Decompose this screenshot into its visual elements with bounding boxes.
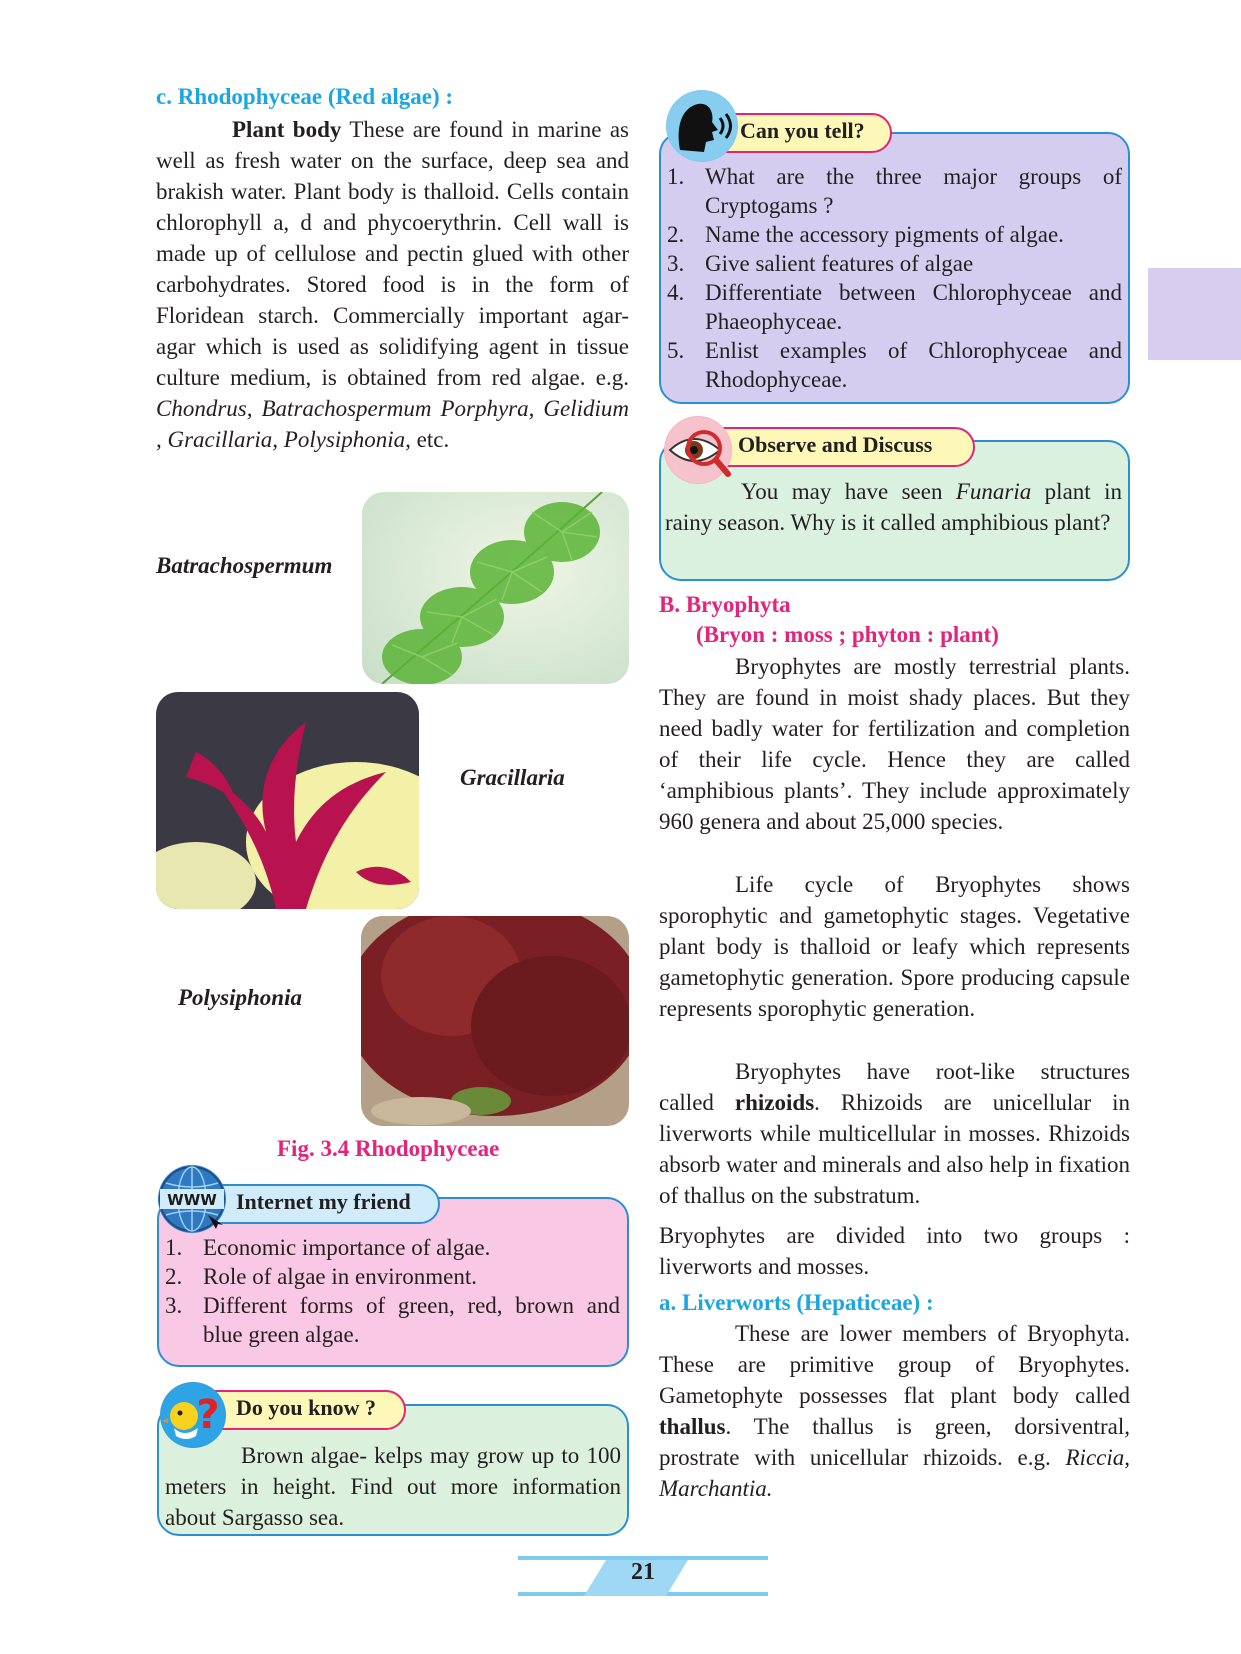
list-item: 5. Enlist examples of Chlorophyceae and Rhodophyceae. (667, 338, 1122, 392)
do-you-know-title-tag: Do you know ? (196, 1390, 406, 1430)
bryophyta-paragraph-2: Life cycle of Bryophytes shows sporophytic and gametophytic stages. Vegetative plant body is thalloid or leafy which represents gametophytic generation. Spore producing capsule represents sporophytic generation. (659, 872, 1130, 1021)
bryophyta-paragraph-4: Bryophytes are divided into two groups : liverworts and mosses. (659, 1223, 1130, 1279)
observe-discuss-text: You may have seen Funaria plant in rainy season. Why is it called amphibious plant? (665, 479, 1122, 535)
list-item: 3. Give salient features of algae (667, 251, 974, 276)
globe-icon (158, 1165, 226, 1233)
bryophyta-paragraph-3: Bryophytes have root-like structures called rhizoids. Rhizoids are unicellular in liverworts while multicellular in mosses. Rhizoids absorb water and minerals and also help in fixation of thallus on the substratum. (659, 1059, 1131, 1208)
polysiphonia-label: Polysiphonia (178, 985, 302, 1010)
plant-body-term: Plant body (232, 117, 342, 142)
list-item: 4. Differentiate between Chlorophyceae and Phaeophyceae. (667, 280, 1122, 334)
rhodophyceae-paragraph (156, 114, 629, 455)
can-you-tell-title-tag: Can you tell? (700, 113, 892, 153)
liverworts-paragraph: These are lower members of Bryophyta. These are primitive group of Bryophytes. Gametophyte possesses flat plant body called thallus. The thallus is green, dorsiventral, prostrate with unicellular rhizoids. e.g. Riccia, Marchantia. (659, 1321, 1130, 1501)
can-you-tell-box (659, 132, 1130, 404)
bryophyta-heading: B. Bryophyta (659, 592, 791, 617)
list-item: 1. What are the three major groups of Cryptogams ? (667, 164, 1122, 218)
rhodophyceae-text: These are found in marine as well as fresh water on the surface, deep sea and brakish water. Plant body is thalloid. Cells contain chlorophyll a, d and phycoerythrin. Cell wall is made up of cellulose and pectin glued with other carbohydrates. Stored food is in the form of Floridean starch. Commercially important agar-agar which is used as solidifying agent in tissue culture medium, is obtained from red algae. e.g. (156, 117, 629, 390)
svg-text:WWW: WWW (167, 1191, 217, 1209)
do-you-know-text: Brown algae- kelps may grow up to 100 meters in height. Find out more information about Sargasso sea. (165, 1443, 621, 1530)
page-number-badge (518, 1555, 768, 1600)
gracillaria-photo (156, 692, 419, 909)
question-chick-icon (160, 1382, 226, 1448)
liverworts-heading: a. Liverworts (Hepaticeae) : (659, 1290, 934, 1315)
observe-discuss-title-tag: Observe and Discuss (700, 427, 975, 467)
internet-title-tag: Internet my friend (190, 1184, 440, 1224)
can-you-tell-list (667, 162, 1122, 394)
list-item: 1. Economic importance of algae. (165, 1235, 491, 1260)
rhodophyceae-heading: c. Rhodophyceae (Red algae) : (156, 84, 454, 109)
eye-magnifier-icon (664, 416, 732, 484)
list-item: 2. Name the accessory pigments of algae. (667, 222, 1064, 247)
gracillaria-label: Gracillaria (460, 765, 565, 790)
rhodophyceae-etc: etc. (410, 427, 450, 452)
bryophyta-subheading: (Bryon : moss ; phyton : plant) (696, 622, 999, 647)
side-tab (1148, 268, 1241, 360)
batrachospermum-photo (362, 492, 629, 684)
internet-list (165, 1233, 620, 1349)
bryophyta-paragraph-1: Bryophytes are mostly terrestrial plants. They are found in moist shady places. But they need badly water for fertilization and completion of their life cycle. Hence they are called ‘amphibious plants’. They include approximately 960 genera and about 25,000 species. (659, 654, 1130, 834)
polysiphonia-photo (361, 916, 629, 1126)
list-item: 3. Different forms of green, red, brown and blue green algae. (165, 1293, 620, 1347)
rhodophyceae-examples: Chondrus, Batrachospermum Porphyra, Gelidium , Gracillaria, Polysiphonia, (156, 396, 629, 452)
batrachospermum-label: Batrachospermum (156, 553, 333, 578)
svg-text:?: ? (196, 1392, 220, 1438)
figure-caption: Fig. 3.4 Rhodophyceae (277, 1136, 500, 1161)
page-number: 21 (631, 1559, 655, 1585)
list-item: 2. Role of algae in environment. (165, 1264, 478, 1289)
speaking-head-icon (666, 90, 738, 162)
